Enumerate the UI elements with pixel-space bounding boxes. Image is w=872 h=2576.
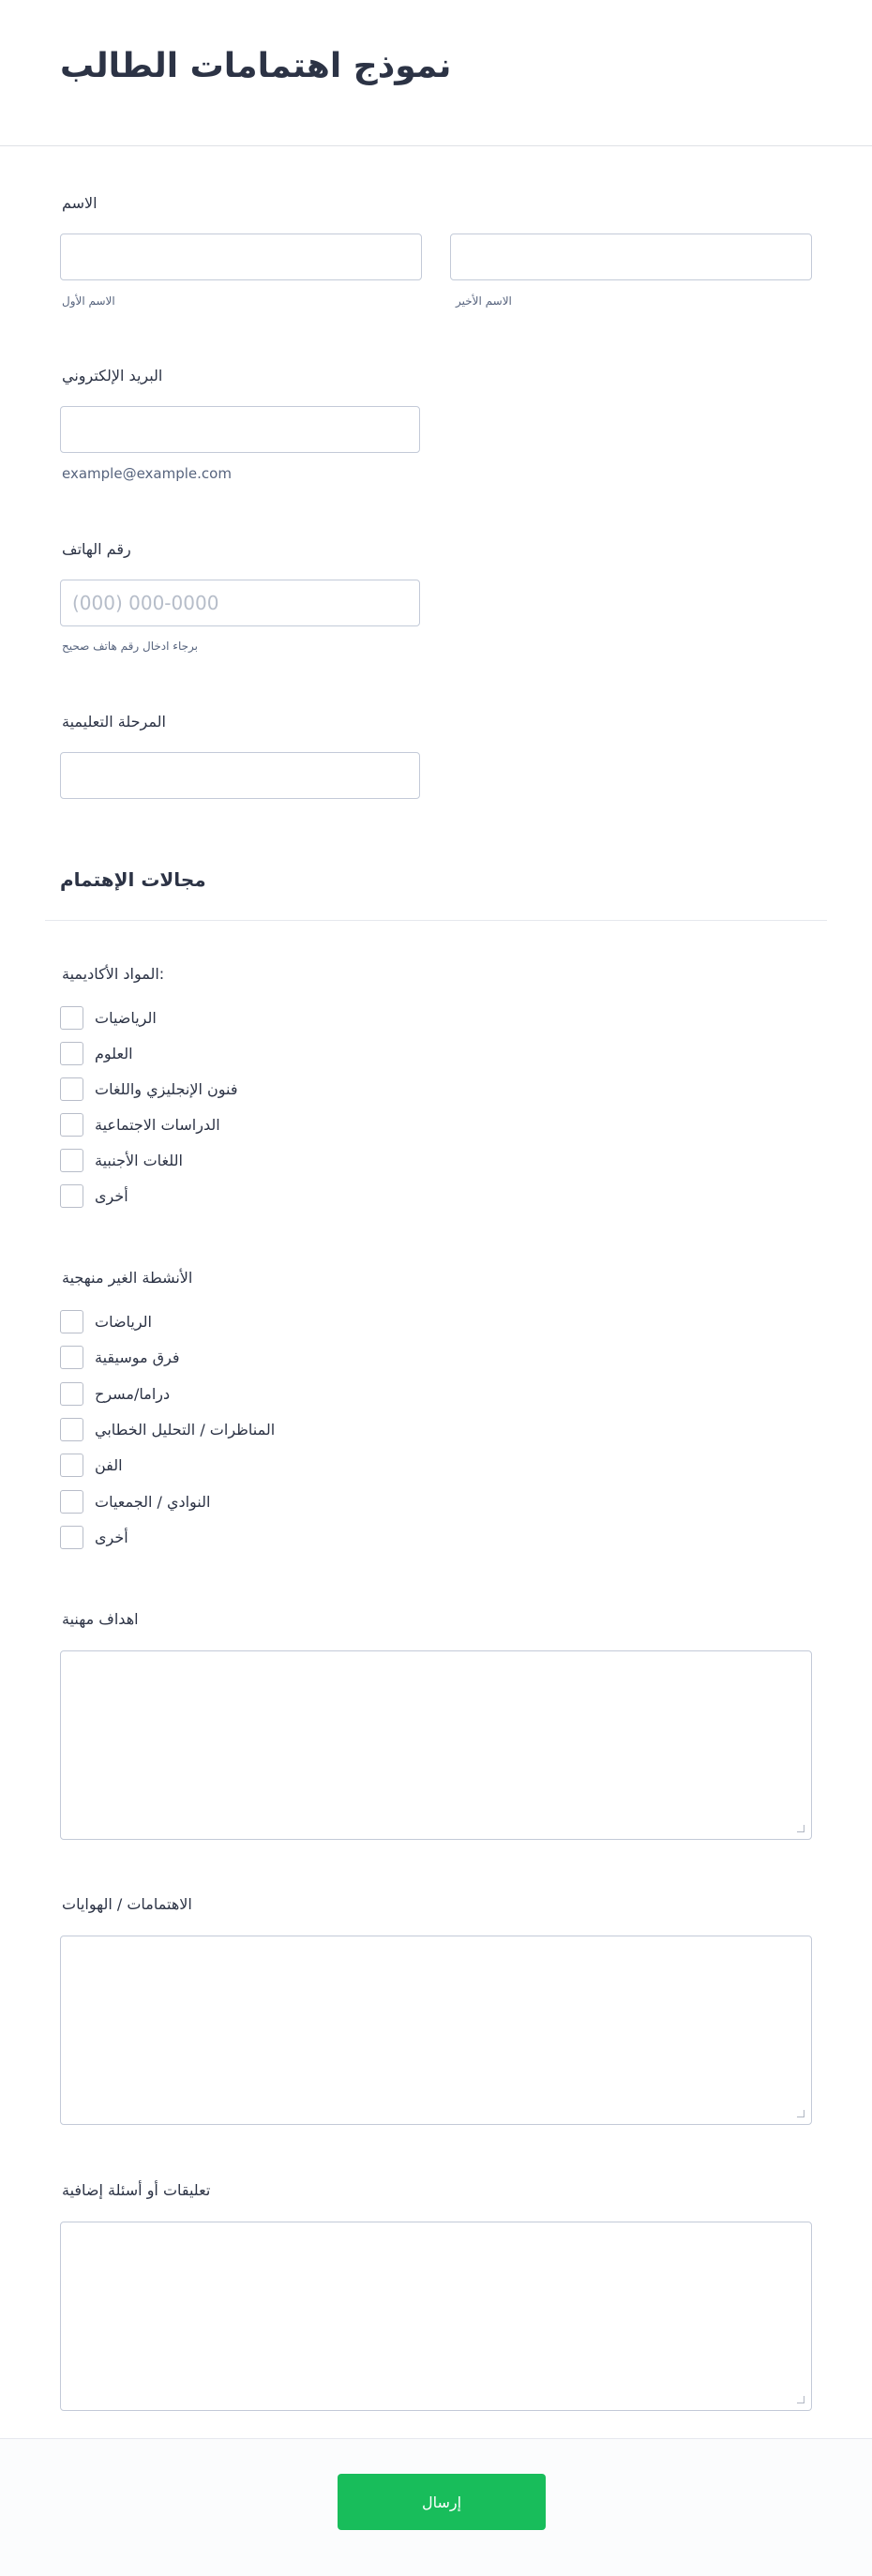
checkbox[interactable] xyxy=(60,1490,83,1514)
academic-label: :المواد الأكاديمية xyxy=(62,965,165,983)
checkbox[interactable] xyxy=(60,1077,83,1101)
last-name-sublabel: الاسم الأخير xyxy=(456,294,512,308)
phone-input[interactable] xyxy=(60,580,420,626)
extracurricular-option-art[interactable] xyxy=(60,1453,123,1477)
email-input[interactable] xyxy=(60,406,420,453)
checkbox[interactable] xyxy=(60,1042,83,1065)
section-divider xyxy=(45,920,827,921)
resize-handle-icon[interactable] xyxy=(797,2396,804,2403)
academic-option-social[interactable] xyxy=(60,1112,220,1137)
checkbox[interactable] xyxy=(60,1418,83,1441)
checkbox-label: النوادي / الجمعيات xyxy=(95,1492,211,1511)
checkbox-label: أخرى xyxy=(95,1528,128,1546)
email-sublabel: example@example.com xyxy=(62,465,232,482)
checkbox[interactable] xyxy=(60,1526,83,1549)
last-name-input[interactable] xyxy=(450,233,812,280)
education-input[interactable] xyxy=(60,752,420,799)
checkbox[interactable] xyxy=(60,1454,83,1477)
checkbox[interactable] xyxy=(60,1382,83,1406)
form-title: نموذج اهتمامات الطالب xyxy=(60,47,452,85)
career-goals-textarea[interactable] xyxy=(60,1650,812,1840)
checkbox-label: المناظرات / التحليل الخطابي xyxy=(95,1420,276,1439)
checkbox-label: الرياضيات xyxy=(95,1008,157,1027)
academic-option-math[interactable] xyxy=(60,1005,157,1030)
phone-label: رقم الهاتف xyxy=(62,540,131,558)
extracurricular-label: الأنشطة الغير منهجية xyxy=(62,1269,193,1287)
checkbox-label: الرياضات xyxy=(95,1312,152,1331)
first-name-input[interactable] xyxy=(60,233,422,280)
resize-handle-icon[interactable] xyxy=(797,2110,804,2117)
academic-option-science[interactable] xyxy=(60,1041,133,1065)
checkbox[interactable] xyxy=(60,1310,83,1333)
checkbox-label: الفن xyxy=(95,1455,123,1474)
form-header xyxy=(0,0,872,146)
extracurricular-option-other[interactable] xyxy=(60,1525,128,1549)
resize-handle-icon[interactable] xyxy=(797,1825,804,1832)
academic-option-other[interactable] xyxy=(60,1183,128,1208)
comments-textarea[interactable] xyxy=(60,2222,812,2411)
checkbox[interactable] xyxy=(60,1149,83,1172)
checkbox-label: أخرى xyxy=(95,1186,128,1205)
checkbox[interactable] xyxy=(60,1113,83,1137)
education-label: المرحلة التعليمية xyxy=(62,713,166,731)
checkbox-label: الدراسات الاجتماعية xyxy=(95,1115,220,1134)
extracurricular-option-debate[interactable] xyxy=(60,1417,275,1441)
submit-button[interactable]: إرسال xyxy=(338,2474,546,2530)
comments-label: تعليقات أو أسئلة إضافية xyxy=(62,2181,211,2199)
hobbies-label: الاهتمامات / الهوايات xyxy=(62,1895,192,1913)
checkbox[interactable] xyxy=(60,1346,83,1369)
extracurricular-option-music[interactable] xyxy=(60,1345,180,1369)
academic-option-foreign[interactable] xyxy=(60,1148,183,1172)
checkbox-label: العلوم xyxy=(95,1044,133,1062)
checkbox-label: دراما/مسرح xyxy=(95,1384,171,1403)
academic-option-english[interactable] xyxy=(60,1077,238,1101)
first-name-sublabel: الاسم الأول xyxy=(62,294,115,308)
name-label: الاسم xyxy=(62,194,98,212)
phone-sublabel: برجاء ادخال رقم هاتف صحيح xyxy=(62,640,198,653)
checkbox-label: فرق موسيقية xyxy=(95,1348,180,1366)
checkbox-label: فنون الإنجليزي واللغات xyxy=(95,1079,238,1098)
interests-section-title: مجالات الإهتمام xyxy=(60,868,206,891)
hobbies-textarea[interactable] xyxy=(60,1936,812,2125)
checkbox[interactable] xyxy=(60,1184,83,1208)
career-goals-label: اهداف مهنية xyxy=(62,1610,139,1628)
extracurricular-option-clubs[interactable] xyxy=(60,1489,210,1514)
extracurricular-option-sports[interactable] xyxy=(60,1309,152,1333)
checkbox[interactable] xyxy=(60,1006,83,1030)
email-label: البريد الإلكتروني xyxy=(62,367,163,384)
extracurricular-option-drama[interactable] xyxy=(60,1381,170,1406)
checkbox-label: اللغات الأجنبية xyxy=(95,1151,183,1169)
